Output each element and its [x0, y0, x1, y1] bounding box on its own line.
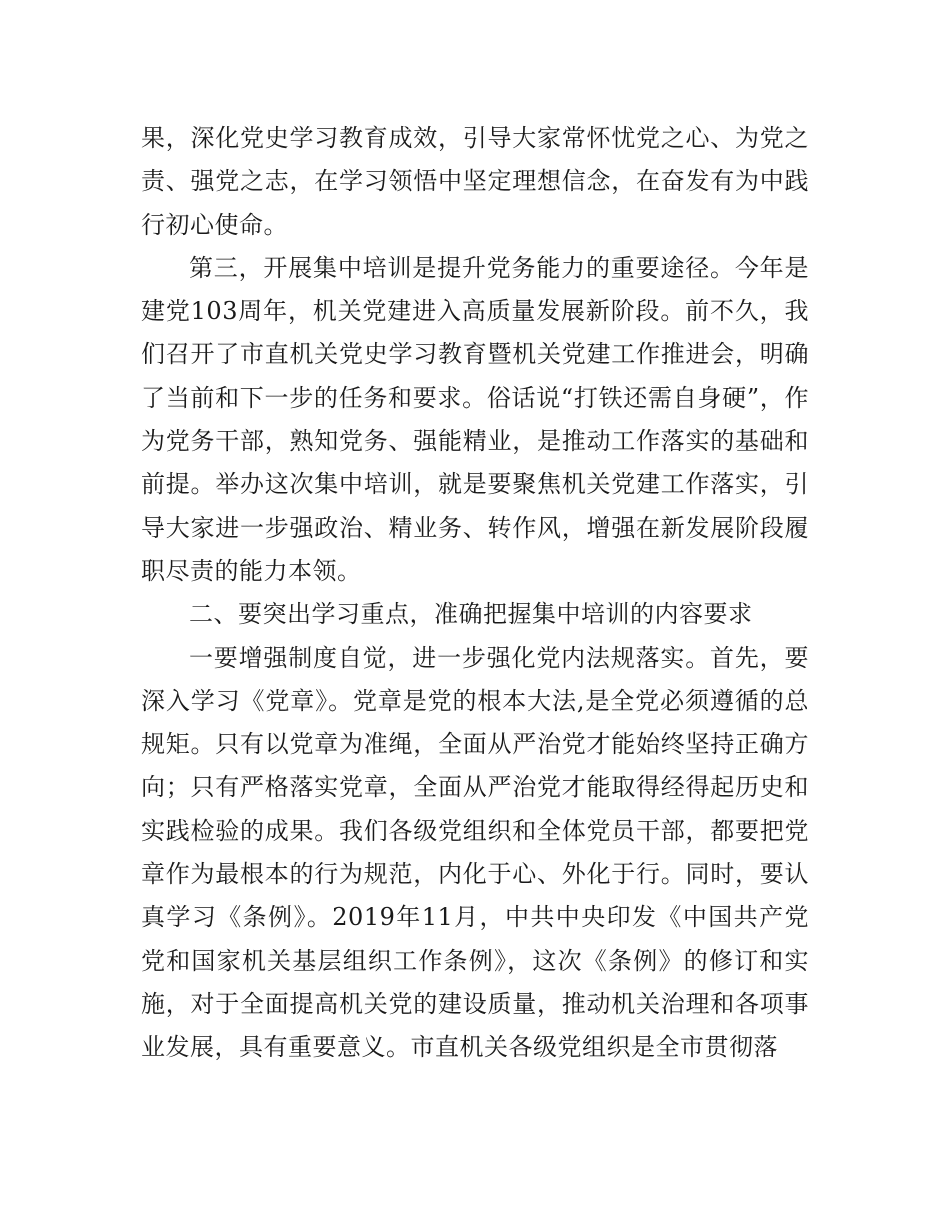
paragraph-first-requirement: 一要增强制度自觉，进一步强化党内法规落实。首先，要深入学习《党章》。党章是党的根本大法,是全党必须遵循的总规矩。只有以党章为准绳，全面从严治党才能始终坚持正确方向；只有严格落实党章，全面从严治党才能取得经得起历史和实践检验的成果。我们各级党组织和全体党员干部，都要把党章作为最根本的行为规范，内化于心、外化于行。同时，要认真学习《条例》。2019年11月，中共中央印发《中国共产党党和国家机关基层组织工作条例》，这次《条例》的修订和实施，对于全面提高机关党的建设质量，推动机关治理和各项事业发展，具有重要意义。市直机关各级党组织是全市贯彻落	[141, 643, 809, 1062]
paragraph-third-point: 第三，开展集中培训是提升党务能力的重要途径。今年是建党103周年，机关党建进入高质量发展新阶段。前不久，我们召开了市直机关党史学习教育暨机关党建工作推进会，明确了当前和下一步的任务和要求。俗话说“打铁还需自身硬”，作为党务干部，熟知党务、强能精业，是推动工作落实的基础和前提。举办这次集中培训，就是要聚焦机关党建工作落实，引导大家进一步强政治、精业务、转作风，增强在新发展阶段履职尽责的能力本领。	[141, 253, 809, 585]
document-body	[141, 117, 809, 1070]
section-heading-two: 二、要突出学习重点，准确把握集中培训的内容要求	[189, 600, 753, 629]
paragraph-continuation: 果，深化党史学习教育成效，引导大家常怀忧党之心、为党之责、强党之志，在学习领悟中坚定理想信念，在奋发有为中践行初心使命。	[141, 124, 809, 239]
